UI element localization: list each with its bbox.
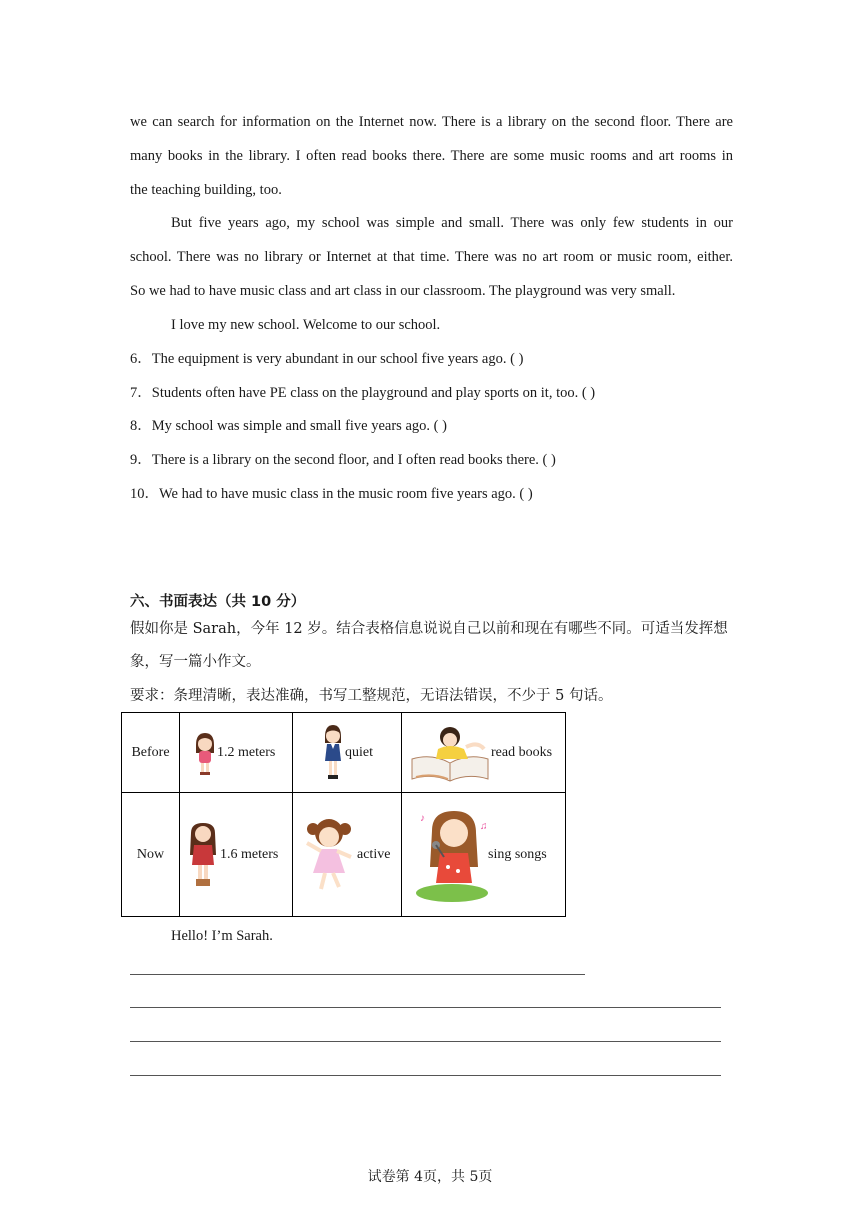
question-number: 8． [130, 418, 152, 434]
passage-line-6: So we had to have music class and art class in our classroom. The playground was very small. [130, 283, 676, 299]
prompt-line-1: 假如你是 Sarah，今年 12 岁。结合表格信息说说自己以前和现在有哪些不同。可适当发挥想 [130, 621, 728, 637]
question-text: Students often have PE class on the playground and play sports on it, too. ( ) [151, 385, 596, 401]
cell-before-personality [293, 713, 402, 793]
answer-line-1[interactable] [130, 974, 585, 975]
reading-girl-icon [408, 723, 492, 785]
row-label-now: Now [122, 793, 180, 917]
section-title: 六、书面表达（共 10 分） [130, 594, 306, 610]
requirement: 要求：条理清晰，表达准确，书写工整规范，无语法错误，不少于 5 句话。 [130, 688, 613, 704]
passage-line-1: we can search for information on the Internet now. There is a library on the second floor. There are [130, 114, 733, 130]
passage-line-3: the teaching building, too. [130, 182, 282, 198]
personality-now: active [357, 846, 391, 862]
passage-line-2: many books in the library. I often read books there. There are some music rooms and art rooms in [130, 148, 733, 164]
tall-girl-icon [186, 821, 220, 889]
cell-before-hobby [402, 713, 566, 793]
question-text: There is a library on the second floor, and I often read books there. ( ) [151, 452, 556, 468]
row-label-before: Before [122, 713, 180, 793]
svg-text:♫: ♫ [480, 821, 488, 832]
cell-now-personality [293, 793, 402, 917]
question-number: 6． [130, 351, 152, 367]
question-8 [130, 416, 447, 436]
passage-line-5: school. There was no library or Internet at that time. There was no art room or music room, either. [130, 249, 733, 265]
passage-line-7: I love my new school. Welcome to our school. [171, 317, 441, 333]
cell-before-height [180, 713, 293, 793]
question-number: 9． [130, 452, 152, 468]
svg-text:♪: ♪ [420, 813, 425, 824]
question-7 [130, 383, 595, 403]
hobby-now: sing songs [488, 846, 547, 862]
answer-line-4[interactable] [130, 1075, 721, 1076]
height-now: 1.6 meters [220, 846, 279, 862]
quiet-girl-icon [320, 723, 346, 783]
page-footer: 试卷第 4页，共 5页 [367, 1169, 493, 1185]
passage-line-4: But five years ago, my school was simple and small. There was only few students in our [171, 215, 733, 231]
table-row-before [122, 713, 566, 793]
hobby-before: read books [491, 744, 553, 760]
answer-line-2[interactable] [130, 1007, 721, 1008]
question-number: 10． [130, 486, 159, 502]
question-text: My school was simple and small five years ago. ( ) [151, 418, 447, 434]
height-before: 1.2 meters [217, 744, 276, 760]
prompt-line-2: 象，写一篇小作文。 [130, 654, 261, 670]
question-number: 7． [130, 385, 152, 401]
cell-now-hobby [402, 793, 566, 917]
cell-now-height [180, 793, 293, 917]
question-10 [130, 484, 533, 504]
table-row-now [122, 793, 566, 917]
singing-girl-icon [414, 807, 490, 903]
personality-before: quiet [345, 744, 373, 760]
short-girl-icon [192, 731, 218, 777]
question-text: The equipment is very abundant in our school five years ago. ( ) [151, 351, 524, 367]
info-table [121, 712, 566, 917]
answer-line-3[interactable] [130, 1041, 721, 1042]
essay-opening: Hello! I’m Sarah. [171, 928, 273, 944]
active-girl-icon [301, 817, 357, 895]
question-6 [130, 349, 523, 369]
question-text: We had to have music class in the music room five years ago. ( ) [159, 486, 533, 502]
question-9 [130, 450, 556, 470]
